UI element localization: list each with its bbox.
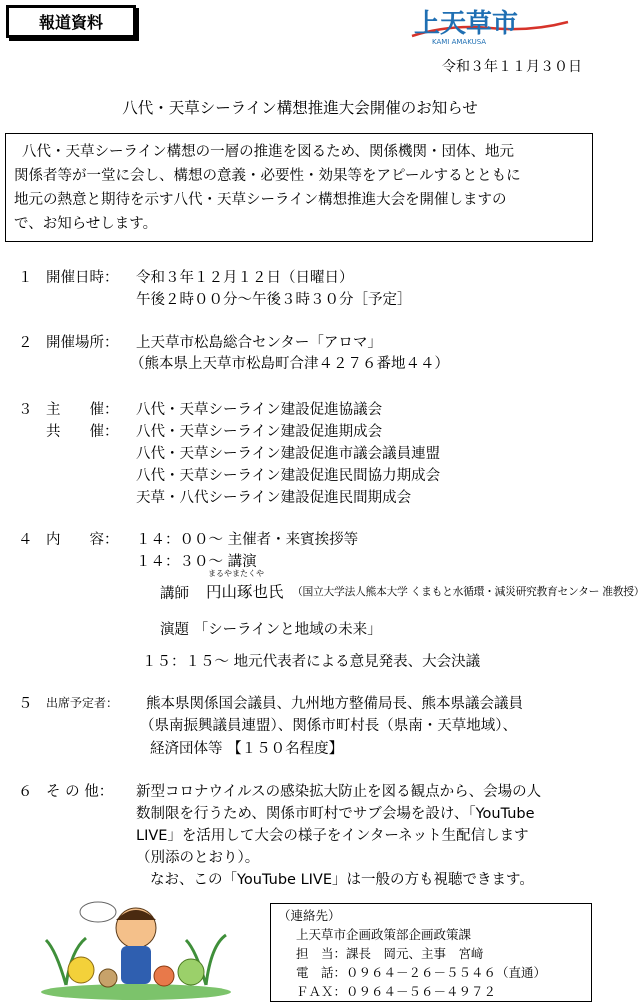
intro-line: 地元の熱意と期待を示す八代・天草シーライン構想推進大会を開催しますの xyxy=(14,192,507,208)
lecturer-ruby: まるやまたくや xyxy=(208,569,264,578)
item-number: ３ xyxy=(18,402,33,418)
contact-department: 上天草市企画政策部企画政策課 xyxy=(296,927,472,942)
item-number: １ xyxy=(18,270,33,286)
event-date: 令和３年１２月１２日（日曜日） xyxy=(136,270,354,286)
intro-line: 関係者等が一堂に会し、構想の意義・必要性・効果等をアピールするとともに xyxy=(14,168,521,184)
program-lecture: １４：３０～ 講演 xyxy=(136,554,257,570)
attendees-line: 熊本県関係国会議員、九州地方整備局長、熊本県議会議員 xyxy=(146,696,523,712)
program-opening: １４：００～ 主催者・来賓挨拶等 xyxy=(136,532,359,548)
item-label: 内 容： xyxy=(46,532,119,548)
contact-fax: ＦＡＸ：０９６４－５６－４９７２ xyxy=(296,984,497,999)
release-date: 令和３年１１月３０日 xyxy=(442,59,582,75)
lecturer-affiliation: （国立大学法人熊本大学 くまもと水循環・減災研究教育センター 准教授） xyxy=(292,585,644,598)
attendees-line: 経済団体等 【１５０名程度】 xyxy=(150,741,344,757)
contact-person: 担 当：課長 岡元、主事 宮﨑 xyxy=(296,946,484,961)
contact-heading: （連絡先） xyxy=(278,908,341,923)
program-resolution: １５：１５～ 地元代表者による意見発表、大会決議 xyxy=(142,654,481,670)
lecture-topic: 演題 「シーラインと地域の未来」 xyxy=(160,622,382,638)
venue-address: （熊本県上天草市松島町合津４２７６番地４４） xyxy=(130,356,449,372)
other-line: LIVE」を活用して大会の様子をインターネット生配信します xyxy=(136,828,529,844)
press-release-label: 報道資料 xyxy=(6,5,136,38)
contact-phone: 電 話：０９６４－２６－５５４６（直通） xyxy=(296,965,547,980)
other-line: なお、この「YouTube LIVE」は一般の方も視聴できます。 xyxy=(150,872,534,888)
cohost-org: 八代・天草シーライン建設促進民間協力期成会 xyxy=(136,468,441,484)
city-logo xyxy=(410,6,570,46)
item-number: ２ xyxy=(18,335,33,351)
venue-name: 上天草市松島総合センター「アロマ」 xyxy=(136,335,382,351)
item-label: 開催日時： xyxy=(46,270,119,286)
item-label: 出席予定者： xyxy=(46,696,119,710)
other-line: 数制限を行うため、関係市町村でサブ会場を設け、「YouTube xyxy=(136,806,535,822)
lecturer-name: 円山琢也氏 xyxy=(206,583,284,601)
cohost-org: 八代・天草シーライン建設促進市議会議員連盟 xyxy=(136,446,441,462)
host-org: 八代・天草シーライン建設促進協議会 xyxy=(136,402,383,418)
lecturer-prefix: 講師 xyxy=(160,586,189,602)
attendees-line: （県南振興議員連盟）、関係市町村長（県南・天草地域）、 xyxy=(140,718,517,734)
item-label: 共 催： xyxy=(46,424,119,440)
page-title: 八代・天草シーライン構想推進大会開催のお知らせ xyxy=(122,99,478,117)
intro-line: で、お知らせします。 xyxy=(14,216,158,232)
item-number: ５ xyxy=(18,696,33,712)
other-line: （別添のとおり）。 xyxy=(136,850,260,866)
item-label: 主 催： xyxy=(46,402,119,418)
city-logo-graphic xyxy=(410,6,570,46)
item-number: ６ xyxy=(18,784,33,800)
logo-subtext: KAMI AMAKUSA xyxy=(432,38,487,46)
other-line: 新型コロナウイルスの感染拡大防止を図る観点から、会場の人 xyxy=(136,784,542,800)
item-label: そ の 他： xyxy=(46,784,114,800)
mascot-illustration xyxy=(36,890,236,1002)
cohost-org: 八代・天草シーライン建設促進期成会 xyxy=(136,424,383,440)
item-number: ４ xyxy=(18,532,33,548)
event-time: 午後２時００分～午後３時３０分［予定］ xyxy=(136,292,412,308)
item-label: 開催場所： xyxy=(46,335,119,351)
intro-line: 八代・天草シーライン構想の一層の推進を図るため、関係機関・団体、地元 xyxy=(22,144,514,160)
logo-text: 上天草市 xyxy=(414,9,519,39)
cohost-org: 天草・八代シーライン建設促進民間期成会 xyxy=(136,490,412,506)
